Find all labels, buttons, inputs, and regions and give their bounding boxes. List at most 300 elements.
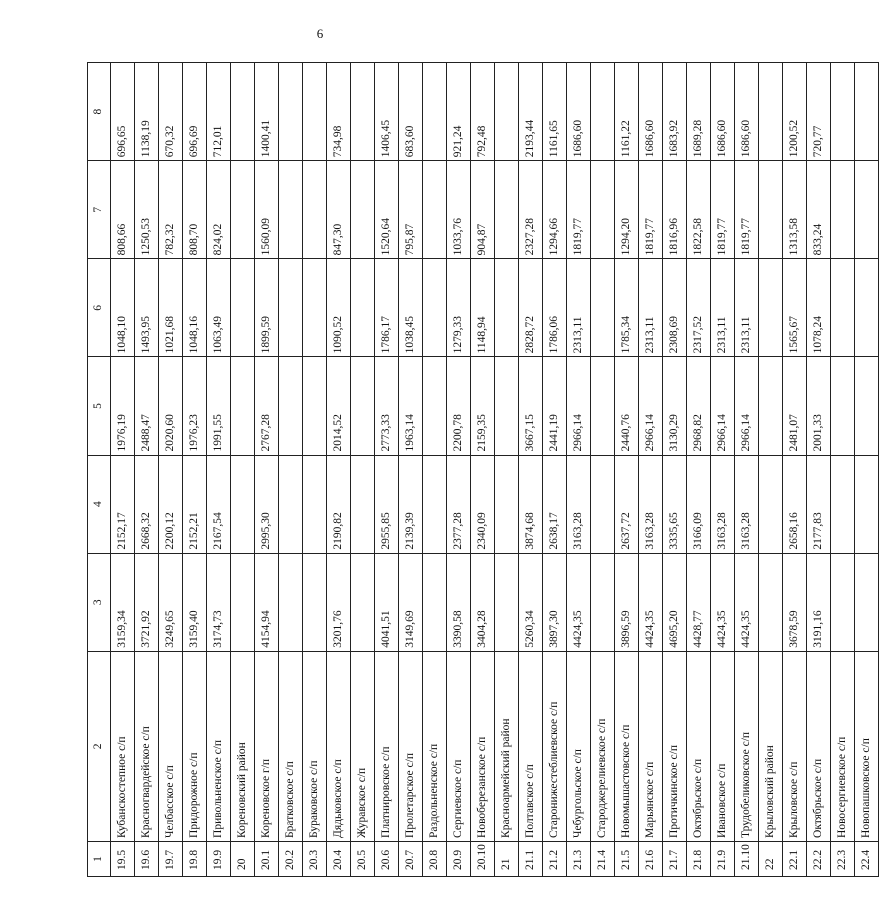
table-row (447, 63, 471, 877)
value-cell (351, 259, 375, 357)
settlement-name-cell: Журавское с/п (351, 651, 375, 841)
value-cell: 2488,47 (135, 357, 159, 455)
settlement-name-cell: Красногвардейское с/п (135, 651, 159, 841)
settlement-name-cell: Марьянское с/п (639, 651, 663, 841)
rotated-table-wrapper (87, 62, 872, 877)
value-cell: 2193,44 (519, 63, 543, 161)
row-number-cell: 21.8 (687, 841, 711, 876)
row-number-cell: 20.4 (327, 841, 351, 876)
row-number-cell: 20.3 (303, 841, 327, 876)
value-cell (831, 63, 855, 161)
value-cell (279, 553, 303, 651)
value-cell: 3163,28 (735, 455, 759, 553)
value-cell: 2638,17 (543, 455, 567, 553)
value-cell: 3335,65 (663, 455, 687, 553)
value-cell: 1991,55 (207, 357, 231, 455)
value-cell (831, 357, 855, 455)
value-cell: 4154,94 (255, 553, 279, 651)
value-cell (855, 259, 879, 357)
value-cell: 1138,19 (135, 63, 159, 161)
table-row (615, 63, 639, 877)
row-number-cell: 21.1 (519, 841, 543, 876)
value-cell (231, 161, 255, 259)
settlement-name-cell: Полтавское с/п (519, 651, 543, 841)
value-cell: 1406,45 (375, 63, 399, 161)
value-cell: 3249,65 (159, 553, 183, 651)
value-cell (279, 259, 303, 357)
value-cell: 1816,96 (663, 161, 687, 259)
row-number-cell: 21.5 (615, 841, 639, 876)
settlement-name-cell: Новосергиевское с/п (831, 651, 855, 841)
value-cell: 3163,28 (639, 455, 663, 553)
table-row (543, 63, 567, 877)
table-row (735, 63, 759, 877)
value-cell: 2014,52 (327, 357, 351, 455)
value-cell: 2308,69 (663, 259, 687, 357)
value-cell: 824,02 (207, 161, 231, 259)
settlement-name-cell: Трудобеликовское с/п (735, 651, 759, 841)
value-cell: 4041,51 (375, 553, 399, 651)
value-cell (303, 357, 327, 455)
value-cell: 670,32 (159, 63, 183, 161)
table-row (111, 63, 135, 877)
value-cell: 1686,60 (735, 63, 759, 161)
value-cell: 847,30 (327, 161, 351, 259)
value-cell: 1822,58 (687, 161, 711, 259)
value-cell: 1048,10 (111, 259, 135, 357)
row-number-cell: 19.6 (135, 841, 159, 876)
value-cell: 1063,49 (207, 259, 231, 357)
value-cell (591, 553, 615, 651)
table-row (423, 63, 447, 877)
value-cell: 712,01 (207, 63, 231, 161)
header-cell: 8 (88, 63, 111, 161)
table-row (687, 63, 711, 877)
value-cell (303, 259, 327, 357)
table-row (327, 63, 351, 877)
page-number: 6 (316, 26, 324, 41)
value-cell (231, 553, 255, 651)
value-cell: 3678,59 (783, 553, 807, 651)
value-cell: 3149,69 (399, 553, 423, 651)
value-cell: 2966,14 (567, 357, 591, 455)
value-cell (495, 553, 519, 651)
value-cell: 808,70 (183, 161, 207, 259)
value-cell: 2995,30 (255, 455, 279, 553)
value-cell: 2200,78 (447, 357, 471, 455)
value-cell (351, 63, 375, 161)
value-cell: 3163,28 (567, 455, 591, 553)
value-cell (591, 357, 615, 455)
value-cell: 1493,95 (135, 259, 159, 357)
value-cell (279, 161, 303, 259)
header-cell: 7 (88, 161, 111, 259)
row-number-cell: 19.7 (159, 841, 183, 876)
value-cell (423, 259, 447, 357)
value-cell (231, 455, 255, 553)
settlement-name-cell: Старонижестеблиевское с/п (543, 651, 567, 841)
value-cell: 1520,64 (375, 161, 399, 259)
value-cell: 2020,60 (159, 357, 183, 455)
table-row (711, 63, 735, 877)
value-cell: 1899,59 (255, 259, 279, 357)
value-cell: 2966,14 (711, 357, 735, 455)
settlement-name-cell: Чебургольское с/п (567, 651, 591, 841)
settlement-name-cell: Новоберезанское с/п (471, 651, 495, 841)
value-cell (831, 259, 855, 357)
value-cell: 4424,35 (567, 553, 591, 651)
value-cell: 1683,92 (663, 63, 687, 161)
row-number-cell: 21.4 (591, 841, 615, 876)
value-cell: 696,69 (183, 63, 207, 161)
value-cell (423, 357, 447, 455)
settlement-name-cell: Ивановское с/п (711, 651, 735, 841)
table-row (279, 63, 303, 877)
table-row (471, 63, 495, 877)
value-cell: 4424,35 (711, 553, 735, 651)
row-number-cell: 20.9 (447, 841, 471, 876)
value-cell: 1786,17 (375, 259, 399, 357)
value-cell: 1161,65 (543, 63, 567, 161)
row-number-cell: 22.2 (807, 841, 831, 876)
row-number-cell: 20.2 (279, 841, 303, 876)
table-row (495, 63, 519, 877)
value-cell: 2481,07 (783, 357, 807, 455)
value-cell (759, 259, 783, 357)
settlement-name-cell: Привольненское с/п (207, 651, 231, 841)
settlement-name-cell: Новомышастовское с/п (615, 651, 639, 841)
value-cell (495, 63, 519, 161)
value-cell: 2327,28 (519, 161, 543, 259)
value-cell: 3159,40 (183, 553, 207, 651)
value-cell: 3667,15 (519, 357, 543, 455)
table-row (231, 63, 255, 877)
settlement-name-cell: Челбасское с/п (159, 651, 183, 841)
value-cell: 3163,28 (711, 455, 735, 553)
value-cell: 696,65 (111, 63, 135, 161)
value-cell (303, 161, 327, 259)
value-cell: 792,48 (471, 63, 495, 161)
value-cell: 3390,58 (447, 553, 471, 651)
value-cell: 2767,28 (255, 357, 279, 455)
value-cell (423, 161, 447, 259)
value-cell (495, 161, 519, 259)
value-cell: 795,87 (399, 161, 423, 259)
table-row (159, 63, 183, 877)
value-cell: 2377,28 (447, 455, 471, 553)
value-cell: 720,77 (807, 63, 831, 161)
value-cell (759, 63, 783, 161)
value-cell: 4424,35 (735, 553, 759, 651)
settlement-name-cell: Сергиевское с/п (447, 651, 471, 841)
value-cell (831, 553, 855, 651)
value-cell: 2966,14 (735, 357, 759, 455)
value-cell: 2313,11 (639, 259, 663, 357)
table-row (567, 63, 591, 877)
settlement-name-cell: Октябрьское с/п (687, 651, 711, 841)
value-cell (423, 63, 447, 161)
value-cell: 4428,77 (687, 553, 711, 651)
value-cell: 3896,59 (615, 553, 639, 651)
value-cell (855, 553, 879, 651)
value-cell (351, 455, 375, 553)
table-header-row (88, 63, 111, 877)
settlement-name-cell: Кореновский район (231, 651, 255, 841)
value-cell: 1033,76 (447, 161, 471, 259)
value-cell: 1819,77 (567, 161, 591, 259)
value-cell (855, 357, 879, 455)
rotated-table-container (87, 62, 872, 877)
row-number-cell: 19.9 (207, 841, 231, 876)
settlement-name-cell: Бураковское с/п (303, 651, 327, 841)
value-cell: 2177,83 (807, 455, 831, 553)
value-cell: 3874,68 (519, 455, 543, 553)
header-cell: 6 (88, 259, 111, 357)
row-number-cell: 20.6 (375, 841, 399, 876)
value-cell: 904,87 (471, 161, 495, 259)
table-row (375, 63, 399, 877)
value-cell (423, 553, 447, 651)
row-number-cell: 21.6 (639, 841, 663, 876)
value-cell: 2200,12 (159, 455, 183, 553)
value-cell (591, 63, 615, 161)
settlement-name-cell: Красноармейский район (495, 651, 519, 841)
table-row (759, 63, 783, 877)
value-cell: 4424,35 (639, 553, 663, 651)
value-cell: 2773,33 (375, 357, 399, 455)
row-number-cell: 21.3 (567, 841, 591, 876)
value-cell: 1565,67 (783, 259, 807, 357)
value-cell: 1976,23 (183, 357, 207, 455)
value-cell: 1313,58 (783, 161, 807, 259)
value-cell: 1819,77 (735, 161, 759, 259)
value-cell: 2668,32 (135, 455, 159, 553)
value-cell (495, 357, 519, 455)
table-row (351, 63, 375, 877)
value-cell (759, 357, 783, 455)
value-cell: 734,98 (327, 63, 351, 161)
value-cell: 1148,94 (471, 259, 495, 357)
value-cell: 2828,72 (519, 259, 543, 357)
settlement-name-cell: Придорожное с/п (183, 651, 207, 841)
value-cell (351, 357, 375, 455)
value-cell (303, 63, 327, 161)
value-cell: 3174,73 (207, 553, 231, 651)
value-cell (279, 357, 303, 455)
value-cell (831, 161, 855, 259)
table-row (135, 63, 159, 877)
value-cell: 2152,21 (183, 455, 207, 553)
table-row (783, 63, 807, 877)
value-cell (351, 553, 375, 651)
value-cell (855, 161, 879, 259)
table-row (255, 63, 279, 877)
value-cell: 3897,30 (543, 553, 567, 651)
value-cell (759, 161, 783, 259)
value-cell: 1400,41 (255, 63, 279, 161)
value-cell: 2637,72 (615, 455, 639, 553)
value-cell: 2440,76 (615, 357, 639, 455)
value-cell: 3201,76 (327, 553, 351, 651)
value-cell: 2139,39 (399, 455, 423, 553)
value-cell: 1250,53 (135, 161, 159, 259)
value-cell: 2313,11 (735, 259, 759, 357)
table-row (519, 63, 543, 877)
row-number-cell: 20.1 (255, 841, 279, 876)
table-row (663, 63, 687, 877)
settlement-name-cell: Октябрьское с/п (807, 651, 831, 841)
settlement-name-cell: Крыловский район (759, 651, 783, 841)
value-cell: 2955,85 (375, 455, 399, 553)
value-cell (855, 455, 879, 553)
table-row (639, 63, 663, 877)
value-cell: 1078,24 (807, 259, 831, 357)
table-row (207, 63, 231, 877)
value-cell: 3191,16 (807, 553, 831, 651)
value-cell (591, 161, 615, 259)
value-cell: 3721,92 (135, 553, 159, 651)
value-cell: 3159,34 (111, 553, 135, 651)
value-cell: 1048,16 (183, 259, 207, 357)
value-cell: 1294,66 (543, 161, 567, 259)
value-cell: 1819,77 (711, 161, 735, 259)
value-cell: 2152,17 (111, 455, 135, 553)
value-cell: 1819,77 (639, 161, 663, 259)
row-number-cell: 22.3 (831, 841, 855, 876)
table-row (591, 63, 615, 877)
value-cell: 1090,52 (327, 259, 351, 357)
settlement-name-cell: Кореновское г/п (255, 651, 279, 841)
value-cell: 2340,09 (471, 455, 495, 553)
value-cell (423, 455, 447, 553)
value-cell: 2313,11 (567, 259, 591, 357)
value-cell: 5260,34 (519, 553, 543, 651)
settlement-name-cell: Новопашковское с/п (855, 651, 879, 841)
row-number-cell: 20.10 (471, 841, 495, 876)
settlement-name-cell: Крыловское с/п (783, 651, 807, 841)
value-cell: 4695,20 (663, 553, 687, 651)
header-cell: 2 (88, 651, 111, 841)
row-number-cell: 22 (759, 841, 783, 876)
row-number-cell: 21.2 (543, 841, 567, 876)
value-cell (495, 455, 519, 553)
value-cell: 921,24 (447, 63, 471, 161)
value-cell: 1786,06 (543, 259, 567, 357)
value-cell: 2313,11 (711, 259, 735, 357)
value-cell: 3404,28 (471, 553, 495, 651)
value-cell: 1279,33 (447, 259, 471, 357)
row-number-cell: 21.10 (735, 841, 759, 876)
settlement-name-cell: Раздольненское с/п (423, 651, 447, 841)
value-cell (279, 63, 303, 161)
value-cell: 2159,35 (471, 357, 495, 455)
value-cell (303, 553, 327, 651)
header-cell: 1 (88, 841, 111, 876)
settlement-name-cell: Платнировское с/п (375, 651, 399, 841)
settlement-name-cell: Дядьковское с/п (327, 651, 351, 841)
value-cell (855, 63, 879, 161)
row-number-cell: 21 (495, 841, 519, 876)
value-cell: 2167,54 (207, 455, 231, 553)
value-cell: 1021,68 (159, 259, 183, 357)
header-cell: 4 (88, 455, 111, 553)
table-row (303, 63, 327, 877)
table-row (183, 63, 207, 877)
value-cell (591, 455, 615, 553)
settlement-name-cell: Пролетарское с/п (399, 651, 423, 841)
value-cell: 3130,29 (663, 357, 687, 455)
row-number-cell: 21.7 (663, 841, 687, 876)
row-number-cell: 19.8 (183, 841, 207, 876)
value-cell: 782,32 (159, 161, 183, 259)
value-cell (279, 455, 303, 553)
value-cell: 1686,60 (639, 63, 663, 161)
value-cell: 2001,33 (807, 357, 831, 455)
value-cell: 1785,34 (615, 259, 639, 357)
settlement-name-cell: Кубанскостепное с/п (111, 651, 135, 841)
table-row (807, 63, 831, 877)
value-cell (759, 553, 783, 651)
value-cell (231, 357, 255, 455)
header-cell: 3 (88, 553, 111, 651)
value-cell: 2658,16 (783, 455, 807, 553)
row-number-cell: 20.5 (351, 841, 375, 876)
settlement-name-cell: Староджерелиевское с/п (591, 651, 615, 841)
value-cell: 1161,22 (615, 63, 639, 161)
value-cell: 1686,60 (567, 63, 591, 161)
value-cell: 1963,14 (399, 357, 423, 455)
value-cell: 808,66 (111, 161, 135, 259)
row-number-cell: 20 (231, 841, 255, 876)
value-cell: 833,24 (807, 161, 831, 259)
settlement-name-cell: Протичкинское с/п (663, 651, 687, 841)
value-cell: 2966,14 (639, 357, 663, 455)
value-cell: 2968,82 (687, 357, 711, 455)
value-cell (759, 455, 783, 553)
value-cell: 2441,19 (543, 357, 567, 455)
row-number-cell: 21.9 (711, 841, 735, 876)
value-cell: 2317,52 (687, 259, 711, 357)
value-cell: 1689,28 (687, 63, 711, 161)
value-cell: 1976,19 (111, 357, 135, 455)
table-row (831, 63, 855, 877)
value-cell: 1560,09 (255, 161, 279, 259)
row-number-cell: 22.4 (855, 841, 879, 876)
value-cell (303, 455, 327, 553)
value-cell: 1294,20 (615, 161, 639, 259)
row-number-cell: 20.7 (399, 841, 423, 876)
row-number-cell: 19.5 (111, 841, 135, 876)
value-cell (231, 63, 255, 161)
value-cell (591, 259, 615, 357)
settlement-name-cell: Братковское с/п (279, 651, 303, 841)
row-number-cell: 22.1 (783, 841, 807, 876)
table-row (399, 63, 423, 877)
value-cell (231, 259, 255, 357)
row-number-cell: 20.8 (423, 841, 447, 876)
value-cell: 1686,60 (711, 63, 735, 161)
value-cell (351, 161, 375, 259)
data-table (87, 62, 879, 877)
value-cell (831, 455, 855, 553)
table-row (855, 63, 879, 877)
value-cell (495, 259, 519, 357)
value-cell: 3166,09 (687, 455, 711, 553)
value-cell: 1200,52 (783, 63, 807, 161)
value-cell: 2190,82 (327, 455, 351, 553)
value-cell: 683,60 (399, 63, 423, 161)
header-cell: 5 (88, 357, 111, 455)
